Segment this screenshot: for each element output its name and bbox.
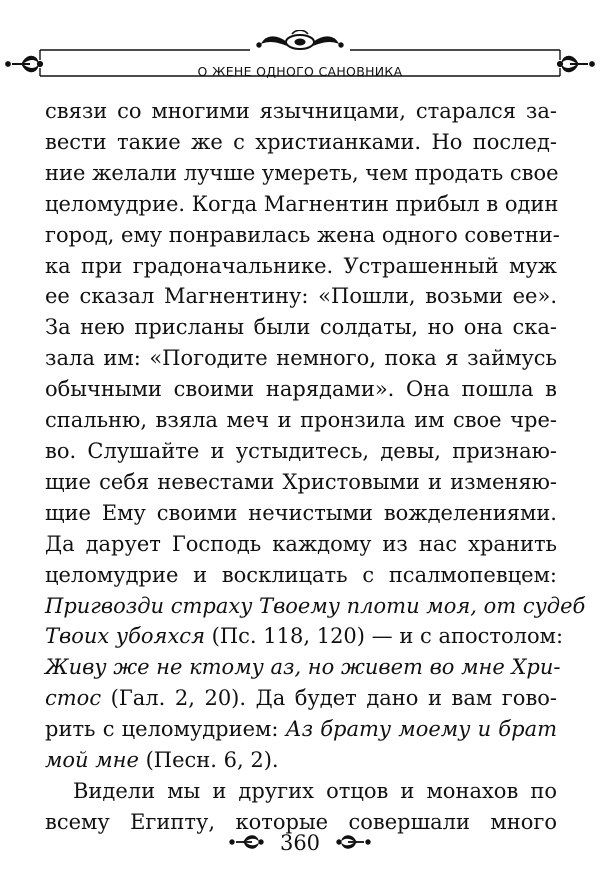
text-line: ние желали лучше умереть, чем продать свое xyxy=(45,160,559,185)
citation-text: (Песн. 6, 2). xyxy=(138,748,279,773)
plain-text: рить с целомудрием: xyxy=(45,717,286,742)
citation-text: (Гал. 2, 20). Да будет дано и вам гово- xyxy=(101,686,557,711)
scripture-quote: мой мне xyxy=(45,748,139,773)
text-line: щие Ему своими нечистыми вожделениями. xyxy=(45,500,557,525)
text-line: вести такие же с христианками. Но послед- xyxy=(45,129,557,154)
text-line: зала им: «Погодите немного, пока я займусь xyxy=(45,346,557,371)
text-line: целомудрие. Когда Магнентин прибыл в один xyxy=(45,191,559,216)
text-line: целомудрие и восклицать с псалмопевцем: xyxy=(45,562,557,587)
text-line: всему Египту, которые совершали много xyxy=(45,809,557,834)
page-header xyxy=(0,30,600,90)
scripture-quote-line: Пригвозди страху Твоему плоти моя, от судеб xyxy=(45,593,586,618)
page-number: 360 xyxy=(279,831,321,855)
running-title: О ЖЕНЕ ОДНОГО САНОВНИКА xyxy=(197,64,403,79)
scripture-quote: Твоих убояхся xyxy=(45,624,205,649)
text-line: Да дарует Господь каждому из нас хранить xyxy=(45,531,557,556)
scripture-quote-line: Живу же не ктому аз, но живет во мне Хри- xyxy=(45,655,561,680)
scripture-quote: Аз брату моему и брат xyxy=(285,717,557,742)
text-line: обычными своими нарядами». Она пошла в xyxy=(45,377,557,402)
citation-text: (Пс. 118, 120) — и с апостолом: xyxy=(204,624,564,649)
text-line xyxy=(45,745,557,776)
text-line: щие себя невестами Христовыми и изменяю- xyxy=(45,469,557,494)
text-line xyxy=(45,714,557,745)
crest-flourish-icon xyxy=(257,30,343,49)
text-line: За нею присланы были солдаты, но она ска- xyxy=(45,315,557,340)
text-line: во. Слушайте и устыдитесь, девы, признаю- xyxy=(45,438,557,463)
page-body xyxy=(45,96,586,838)
text-line: город, ему понравилась жена одного советни- xyxy=(45,222,560,247)
text-line: связи со многими язычницами, старался за- xyxy=(45,99,557,123)
text-line: спальню, взяла меч и пронзила им свое чре- xyxy=(45,408,557,433)
page-footer xyxy=(0,824,600,860)
header-ornament xyxy=(0,30,600,90)
text-line xyxy=(45,621,564,652)
text-line: ка при градоначальнике. Устрашенный муж xyxy=(45,253,557,278)
text-line xyxy=(45,683,557,714)
text-line: ее сказал Магнентину: «Пошли, возьми ее». xyxy=(45,284,557,309)
scripture-quote: стос xyxy=(45,686,102,711)
paragraph-start-line: Видели мы и других отцов и монахов по xyxy=(73,778,557,803)
